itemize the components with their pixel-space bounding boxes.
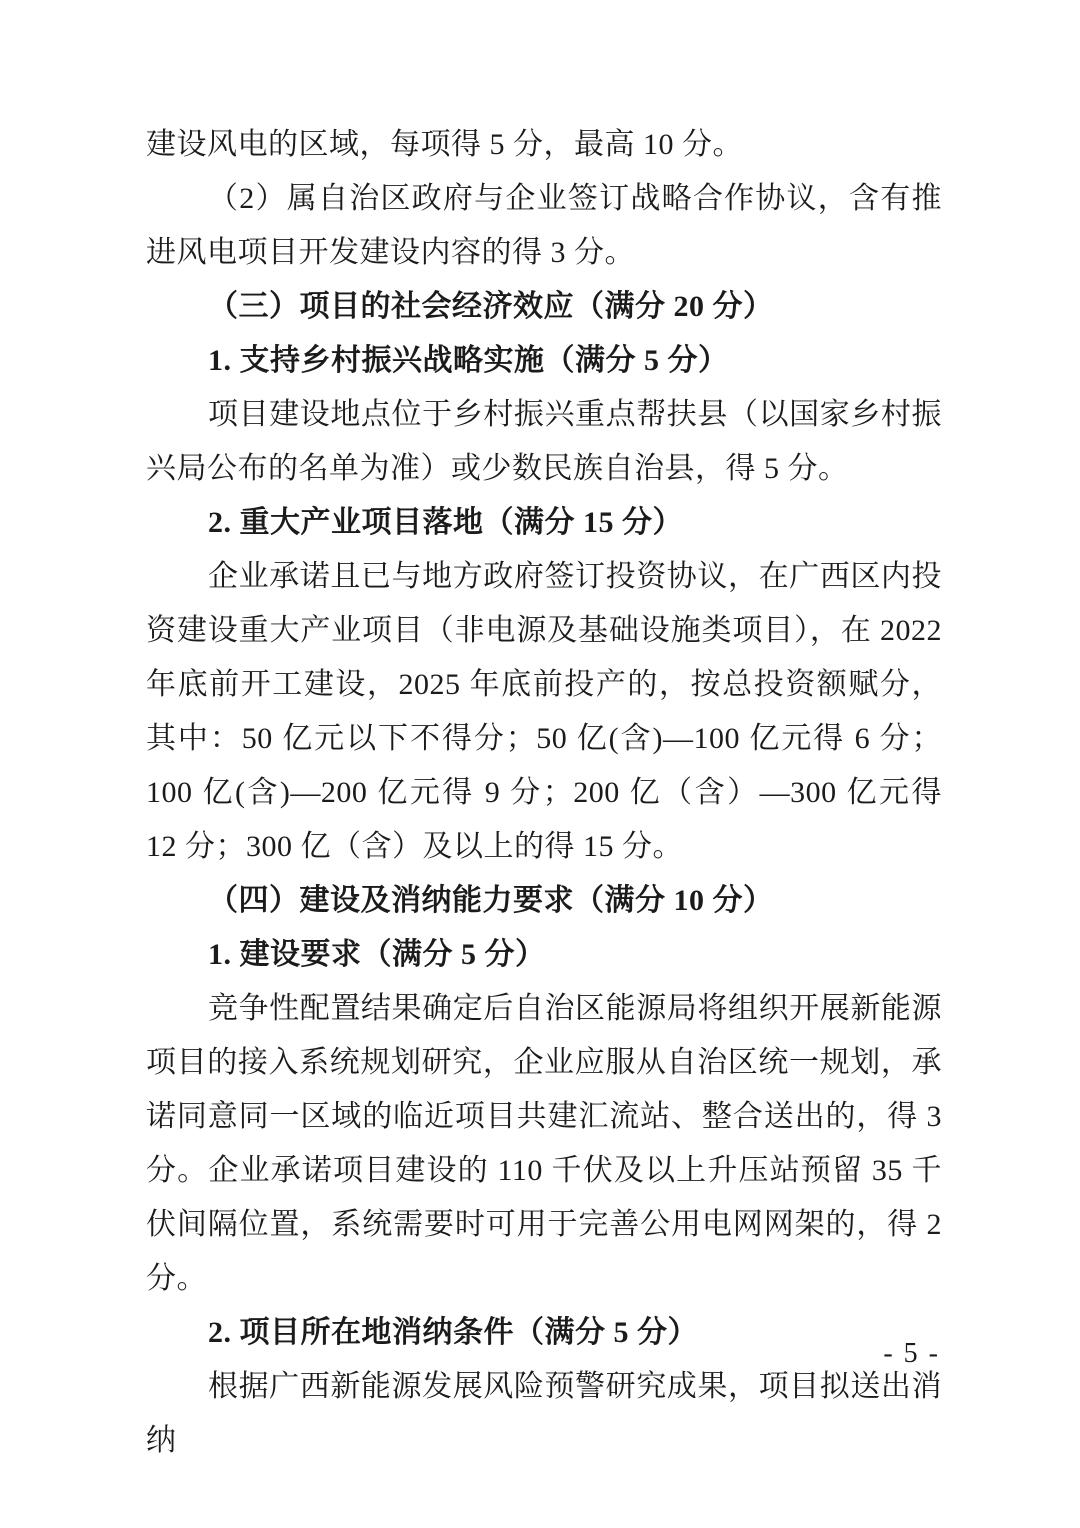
paragraph-continuation: 建设风电的区域，每项得 5 分，最高 10 分。: [146, 128, 743, 161]
heading-subsection-4-2: 2. 项目所在地消纳条件（满分 5 分）: [208, 1316, 698, 1349]
paragraph-3-2-body: 企业承诺且已与地方政府签订投资协议，在广西区内投资建设重大产业项目（非电源及基础设施类项目），在 2022 年底前开工建设，2025 年底前投产的，按总投资额赋分，其中：50 亿元以下不得分；50 亿(含)—100 亿元得 6 分；100 亿(含)—200 亿元得 9 分；200 亿（含）—300 亿元得 12 分；300 亿（含）及以上的得 15 分。: [146, 560, 942, 863]
heading-section-4: （四）建设及消纳能力要求（满分 10 分）: [208, 884, 774, 917]
paragraph-item-2: （2）属自治区政府与企业签订战略合作协议，含有推进风电项目开发建设内容的得 3 分。: [146, 182, 942, 269]
page-body: [146, 118, 942, 1468]
heading-subsection-4-1: 1. 建设要求（满分 5 分）: [208, 938, 546, 971]
paragraph-3-1-body: 项目建设地点位于乡村振兴重点帮扶县（以国家乡村振兴局公布的名单为准）或少数民族自治县，得 5 分。: [146, 398, 942, 485]
paragraph-4-1-body: 竞争性配置结果确定后自治区能源局将组织开展新能源项目的接入系统规划研究，企业应服从自治区统一规划，承诺同意同一区域的临近项目共建汇流站、整合送出的，得 3 分。企业承诺项目建设的 110 千伏及以上升压站预留 35 千伏间隔位置，系统需要时可用于完善公用电网网架的，得 2 分。: [146, 992, 942, 1295]
heading-section-3: （三）项目的社会经济效应（满分 20 分）: [208, 290, 774, 323]
heading-subsection-3-1: 1. 支持乡村振兴战略实施（满分 5 分）: [208, 344, 729, 377]
paragraph-4-2-body: 根据广西新能源发展风险预警研究成果，项目拟送出消纳: [146, 1370, 942, 1457]
page-number: - 5 -: [883, 1338, 940, 1369]
heading-subsection-3-2: 2. 重大产业项目落地（满分 15 分）: [208, 506, 683, 539]
